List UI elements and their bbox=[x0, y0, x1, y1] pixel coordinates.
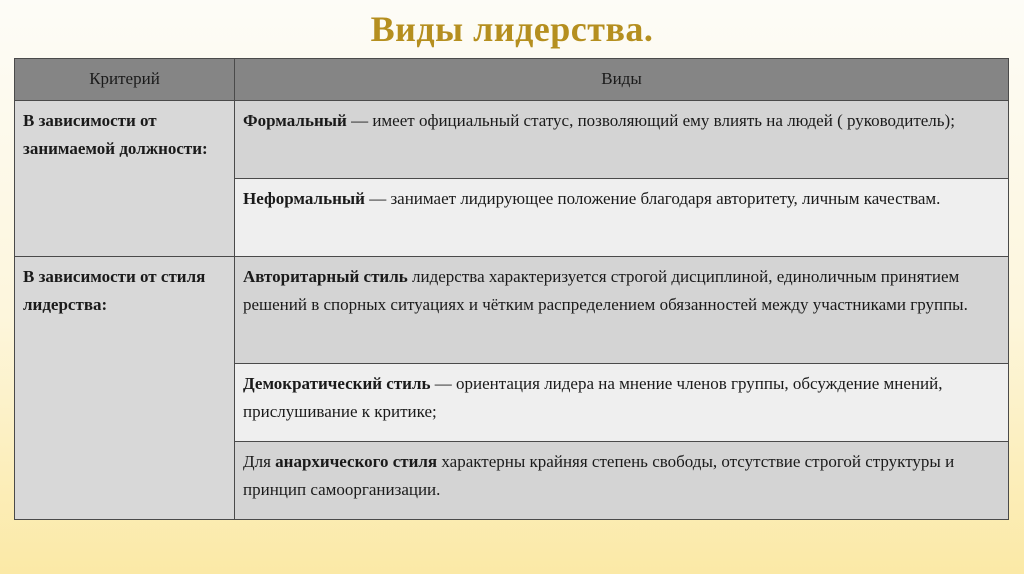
leadership-types-table bbox=[14, 58, 1009, 520]
table-header-row bbox=[15, 59, 1009, 101]
header-types: Виды bbox=[235, 59, 1009, 101]
type-name: анархического стиля bbox=[275, 452, 438, 471]
type-description: — занимает лидирующее положение благодаря авторитету, личным качествам. bbox=[364, 189, 941, 208]
type-description: лидерства характеризуется строгой дисциплиной, единоличным принятием решений в спорных ситуациях и чётким распределением обязанностей между участниками группы. bbox=[243, 267, 968, 314]
type-name: Авторитарный стиль bbox=[243, 267, 408, 286]
type-name: Формальный bbox=[243, 111, 347, 130]
type-anarchic bbox=[235, 442, 1009, 520]
type-name: Демократический стиль bbox=[243, 374, 431, 393]
type-description: — ориентация лидера на мнение членов группы, обсуждение мнений, прислушивание к критике; bbox=[243, 374, 943, 421]
type-democratic bbox=[235, 364, 1009, 442]
type-authoritarian bbox=[235, 257, 1009, 364]
table-row bbox=[15, 101, 1009, 179]
type-name: Неформальный bbox=[243, 189, 365, 208]
criterion-style: В зависимости от стиля лидерства: bbox=[15, 257, 235, 520]
type-description: — имеет официальный статус, позволяющий ему влиять на людей ( руководитель); bbox=[346, 111, 955, 130]
type-informal bbox=[235, 179, 1009, 257]
page-title: Виды лидерства. bbox=[370, 9, 654, 49]
criterion-position: В зависимости от занимаемой должности: bbox=[15, 101, 235, 257]
type-formal bbox=[235, 101, 1009, 179]
header-criterion: Критерий bbox=[15, 59, 235, 101]
type-prefix: Для bbox=[243, 452, 276, 471]
table-row bbox=[15, 257, 1009, 364]
type-description: характерны крайняя степень свободы, отсутствие строгой структуры и принцип самоорганизации. bbox=[243, 452, 955, 499]
